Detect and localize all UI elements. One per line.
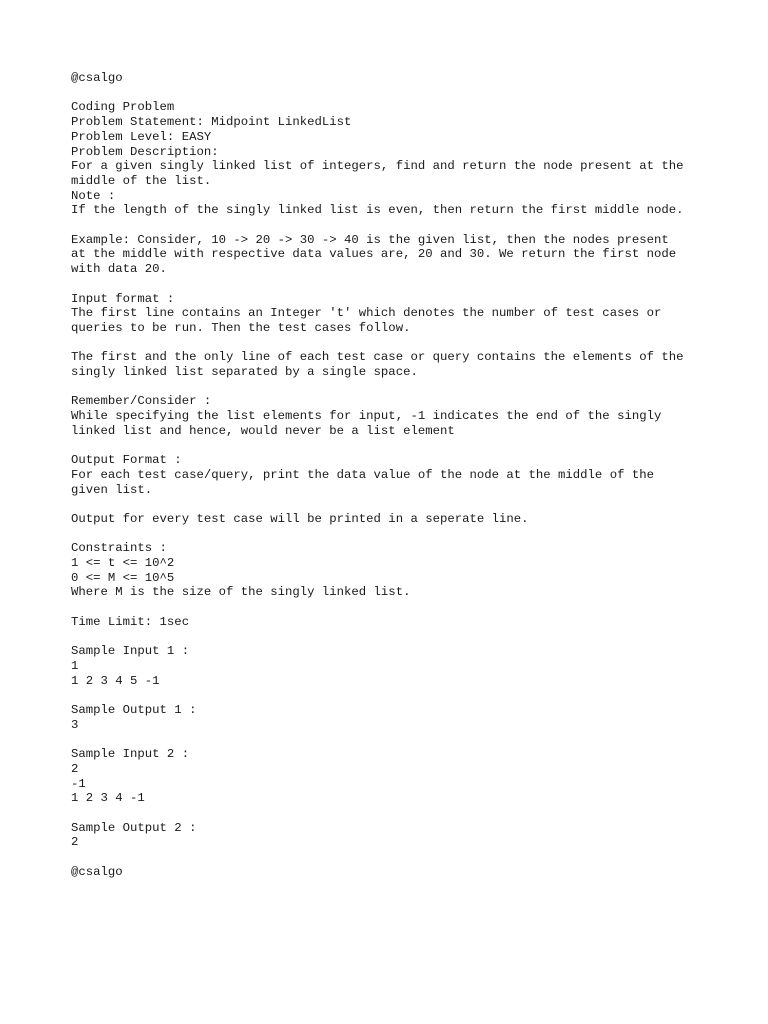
- text-line: 1 <= t <= 10^2: [71, 556, 175, 571]
- text-line: with data 20.: [71, 262, 167, 277]
- text-line: -1: [71, 776, 86, 791]
- blank-line: [71, 850, 711, 865]
- blank-line: [71, 732, 711, 747]
- text-line: While specifying the list elements for input, -1 indicates the end of the singly: [71, 409, 662, 424]
- text-line: For each test case/query, print the data value of the node at the middle of the: [71, 467, 654, 482]
- text-line: Problem Statement: Midpoint LinkedList: [71, 115, 352, 130]
- text-line: @csalgo: [71, 71, 123, 85]
- text-line: The first and the only line of each test case or query contains the elements of the: [71, 350, 684, 365]
- text-line: given list.: [71, 482, 153, 497]
- blank-line: [71, 806, 711, 821]
- text-line: queries to be run. Then the test cases follow.: [71, 320, 411, 335]
- text-line: 2: [71, 761, 79, 776]
- text-line: For a given singly linked list of integers, find and return the node present at the: [71, 159, 684, 174]
- text-line: The first line contains an Integer 't' which denotes the number of test cases or: [71, 306, 662, 321]
- blank-line: [71, 688, 711, 703]
- blank-line: [71, 336, 711, 351]
- text-line: Coding Problem: [71, 100, 175, 115]
- text-line: 2: [71, 835, 79, 850]
- blank-line: [71, 277, 711, 292]
- text-line: Output for every test case will be printed in a seperate line.: [71, 511, 529, 526]
- blank-line: [71, 630, 711, 645]
- text-line: 3: [71, 717, 79, 732]
- text-line: middle of the list.: [71, 173, 212, 188]
- text-line: 1 2 3 4 -1: [71, 791, 145, 806]
- text-line: Output Format :: [71, 453, 182, 468]
- text-line: 0 <= M <= 10^5: [71, 570, 175, 585]
- text-line: Sample Output 1 :: [71, 703, 197, 718]
- blank-line: [71, 497, 711, 512]
- blank-line: [71, 439, 711, 454]
- text-line: Note :: [71, 188, 116, 203]
- document-body: [71, 71, 711, 879]
- text-line: 1: [71, 658, 79, 673]
- text-line: Example: Consider, 10 -> 20 -> 30 -> 40 is the given list, then the nodes present: [71, 232, 669, 247]
- blank-line: [71, 218, 711, 233]
- text-line: Where M is the size of the singly linked list.: [71, 585, 411, 600]
- text-line: Remember/Consider :: [71, 394, 212, 409]
- blank-line: [71, 600, 711, 615]
- text-line: Problem Description:: [71, 144, 219, 159]
- text-line: Sample Input 2 :: [71, 747, 190, 762]
- text-line: Sample Input 1 :: [71, 644, 190, 659]
- blank-line: [71, 380, 711, 395]
- text-line: singly linked list separated by a single space.: [71, 365, 418, 379]
- text-line: If the length of the singly linked list is even, then return the first middle node.: [71, 203, 684, 218]
- text-line: Input format :: [71, 291, 175, 306]
- text-line: Constraints :: [71, 541, 167, 556]
- text-line: linked list and hence, would never be a list element: [71, 423, 455, 438]
- text-line: Time Limit: 1sec: [71, 614, 190, 629]
- text-line: 1 2 3 4 5 -1: [71, 673, 160, 688]
- blank-line: [71, 527, 711, 542]
- text-line: Sample Output 2 :: [71, 820, 197, 835]
- text-line: Problem Level: EASY: [71, 129, 212, 144]
- text-line: @csalgo: [71, 864, 123, 879]
- blank-line: [71, 86, 711, 101]
- text-line: at the middle with respective data values are, 20 and 30. We return the first node: [71, 247, 677, 262]
